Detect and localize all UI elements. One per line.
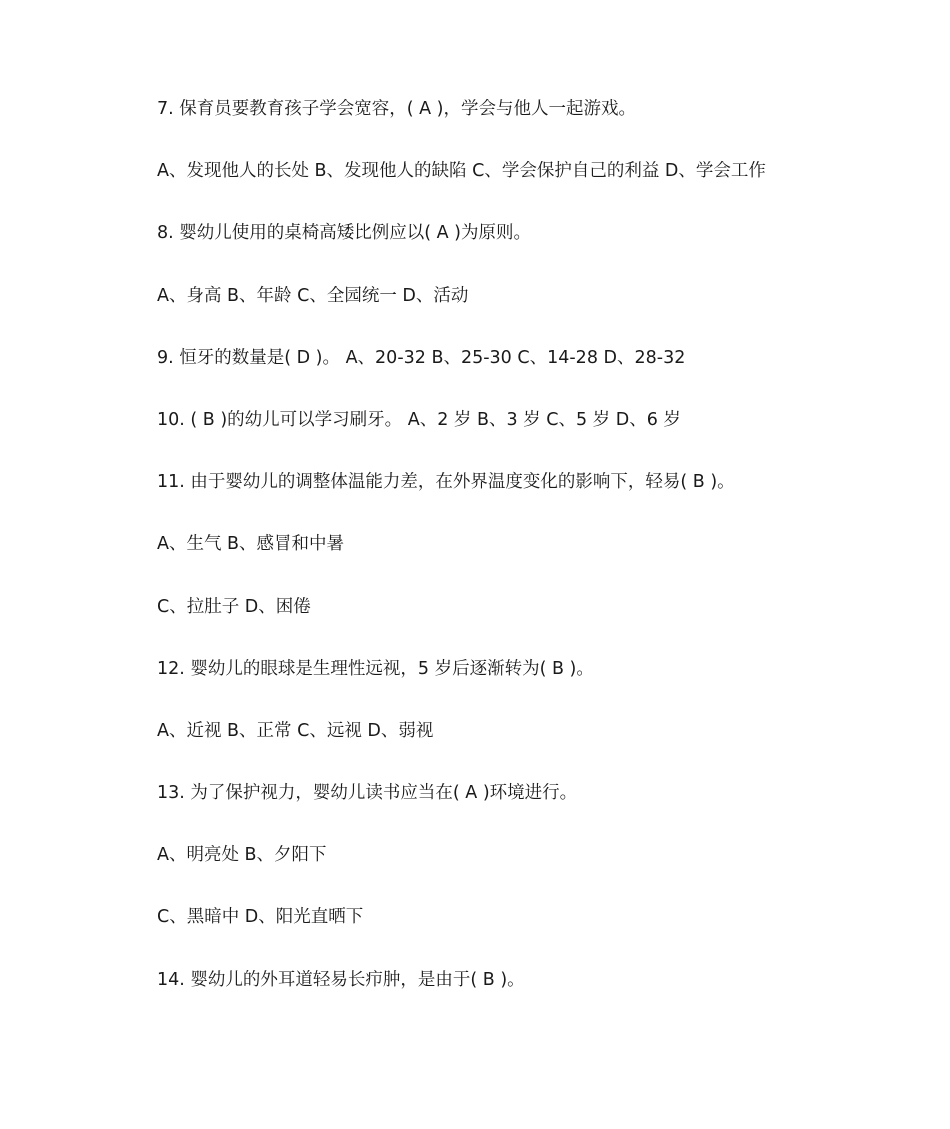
question-13: 13. 为了保护视力，婴幼儿读书应当在( A )环境进行。 bbox=[157, 783, 578, 804]
question-9: 9. 恒牙的数量是( D )。 A、20-32 B、25-30 C、14-28 D、28-32 bbox=[157, 347, 686, 368]
question-list bbox=[157, 96, 897, 1029]
question-11-options-ab: A、生气 B、感冒和中暑 bbox=[157, 534, 345, 555]
question-10: 10. ( B )的幼儿可以学习刷牙。 A、2 岁 B、3 岁 C、5 岁 D、6 岁 bbox=[157, 409, 681, 430]
question-12-options: A、近视 B、正常 C、远视 D、弱视 bbox=[157, 720, 434, 741]
question-8-options: A、身高 B、年龄 C、全园统一 D、活动 bbox=[157, 285, 469, 306]
question-7: 7. 保育员要教育孩子学会宽容，( A )，学会与他人一起游戏。 bbox=[157, 99, 637, 119]
question-7-options: A、发现他人的长处 B、发现他人的缺陷 C、学会保护自己的利益 D、学会工作 bbox=[157, 161, 766, 182]
question-14: 14. 婴幼儿的外耳道轻易长疖肿，是由于( B )。 bbox=[157, 969, 525, 990]
question-13-options-cd: C、黑暗中 D、阳光直晒下 bbox=[157, 907, 364, 928]
question-11-options-cd: C、拉肚子 D、困倦 bbox=[157, 596, 311, 617]
question-11: 11. 由于婴幼儿的调整体温能力差，在外界温度变化的影响下，轻易( B )。 bbox=[157, 472, 735, 493]
question-12: 12. 婴幼儿的眼球是生理性远视，5 岁后逐渐转为( B )。 bbox=[157, 658, 594, 679]
question-8: 8. 婴幼儿使用的桌椅高矮比例应以( A )为原则。 bbox=[157, 223, 532, 244]
question-13-options-ab: A、明亮处 B、夕阳下 bbox=[157, 845, 327, 866]
